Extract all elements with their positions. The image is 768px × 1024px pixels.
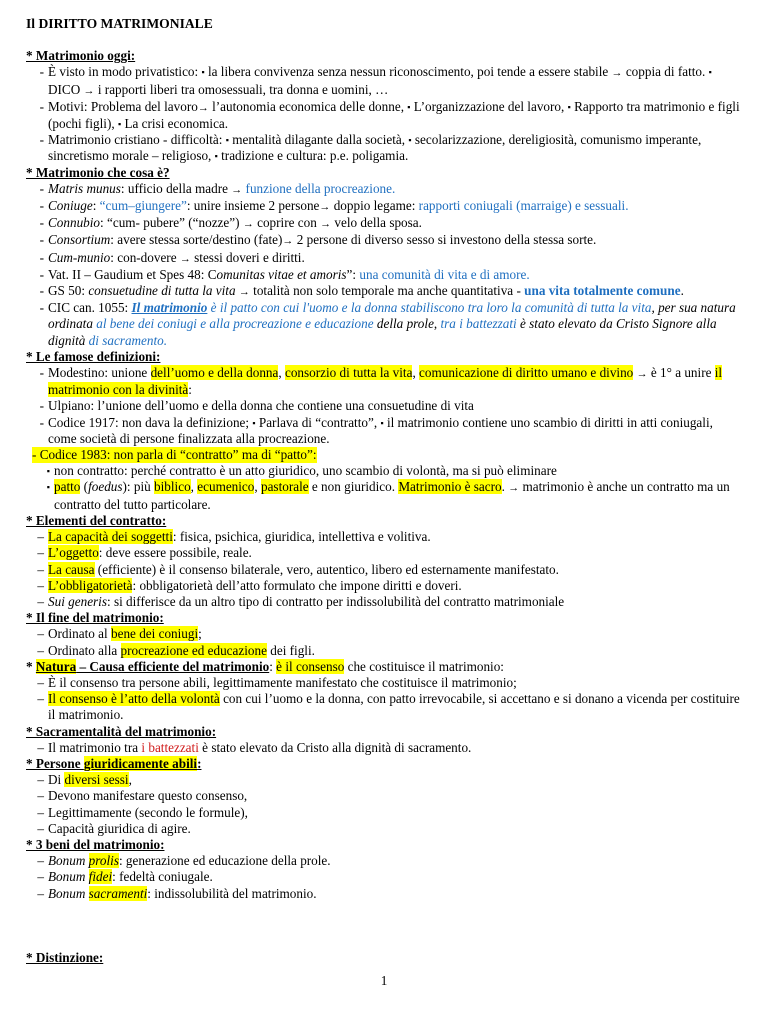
arrow-icon: → [197, 101, 209, 114]
list-item-text: L’oggetto: deve essere possibile, reale. [48, 545, 252, 561]
square-bullet-icon: ▪ [380, 417, 384, 428]
list-item [26, 869, 742, 885]
list-item-text: Ordinato alla procreazione ed educazione dei figli. [48, 642, 315, 658]
list-item-text: La capacità dei soggetti: fisica, psichica, giuridica, intellettiva e volitiva. [48, 529, 431, 545]
endash-bullet: – [37, 853, 44, 869]
list-item-text: Vat. II – Gaudium et Spes 48: Comunitas vitae et amoris”: una comunità di vita e di amore. [48, 266, 530, 282]
list-item [26, 232, 742, 249]
square-bullet-icon: ▪ [567, 101, 571, 112]
list-item-text: È il consenso tra persone abili, legittimamente manifestato che costituisce il matrimonio; [48, 674, 517, 690]
list-item-text: L’obbligatorietà: obbligatorietà dell’atto formulato che impone diritti e doveri. [48, 577, 462, 593]
list-item [26, 788, 742, 804]
list-item-text: patto (foedus): più biblico, ecumenico, pastorale e non giuridico. Matrimonio è sacro. → matrimonio è anche un contratto ma un contratto del tutto particolare. [54, 479, 730, 512]
list-item [26, 132, 742, 164]
list-item-text: Codice 1917: non dava la definizione; ▪ Parlava di “contratto”, ▪ il matrimonio contiene uno scambio di diritti in atti coniugali, come società di persone finalizzata alla procreazione. [48, 414, 713, 446]
endash-bullet: – [37, 804, 44, 820]
arrow-icon: → [611, 67, 623, 80]
square-bullet-icon: ▪ [407, 101, 411, 112]
list-item [26, 675, 742, 691]
section-heading-che-cosa-e: * Matrimonio che cosa è? [26, 164, 170, 180]
list-item-text: Bonum fidei: fedeltà coniugale. [48, 869, 213, 885]
square-bullet-icon: ▪ [408, 135, 412, 146]
list-item-text: Coniuge: “cum–giungere”: unire insieme 2 persone→ doppio legame: rapporti coniugali (marraige) e sessuali. [48, 198, 629, 214]
list-item [26, 300, 742, 349]
list-item-text: CIC can. 1055: Il matrimonio è il patto con cui l'uomo e la donna stabiliscono tra loro la comunità di tutta la vita, per sua natura ordinata al bene dei coniugi e alla procreazione e educazione della prole, tra i battezzati è stato elevato da Cristo Signore alla dignità di sacramento. [48, 300, 736, 348]
square-bullet-icon: ▪ [225, 135, 229, 146]
list-item [26, 545, 742, 561]
square-bullet-icon: ▪ [214, 151, 218, 162]
section-heading-elementi: * Elementi del contratto: [26, 512, 167, 528]
list-item-highlighted [26, 447, 742, 463]
list-item [26, 691, 742, 723]
arrow-icon: → [636, 368, 648, 381]
dash-bullet: - [39, 414, 44, 430]
list-item-text: Connubio: “cum- pubere” (“nozze”) → coprire con → velo della sposa. [48, 215, 422, 231]
endash-bullet: – [37, 529, 44, 545]
arrow-icon: → [242, 218, 254, 231]
square-bullet-icon: ▪ [117, 119, 122, 130]
list-item [26, 626, 742, 642]
arrow-icon: → [238, 286, 250, 299]
list-item-text: Motivi: Problema del lavoro→ l’autonomia economica delle donne, ▪ L’organizzazione del lavoro, ▪ Rapporto tra matrimonio e figli (pochi figli), ▪ La crisi economica. [48, 98, 740, 132]
list-item [26, 64, 742, 98]
list-item-text: non contratto: perché contratto è un atto giuridico, uno scambio di volontà, ma si può eliminare [54, 463, 557, 479]
section-heading-fine: * Il fine del matrimonio: [26, 610, 164, 626]
list-item-text: Il matrimonio tra i battezzati è stato elevato da Cristo alla dignità di sacramento. [48, 739, 472, 755]
endash-bullet: – [37, 577, 44, 593]
endash-bullet: – [37, 691, 44, 707]
dash-bullet: - [39, 198, 44, 214]
list-item-text: Il consenso è l’atto della volontà con cui l’uomo e la donna, con patto irrevocabile, si accettano e si donano a vicenda per costituire il matrimonio. [48, 691, 740, 723]
dash-bullet: - [39, 266, 44, 282]
endash-bullet: – [37, 674, 44, 690]
arrow-icon: → [508, 482, 520, 495]
list-item-text: Modestino: unione dell’uomo e della donna, consorzio di tutta la vita, comunicazione di diritto umano e divino → è 1° a unire il matrimonio con la divinità: [48, 365, 723, 398]
endash-bullet: – [37, 772, 44, 788]
square-bullet-icon: ▪ [252, 417, 256, 428]
list-item [26, 643, 742, 659]
list-item [26, 853, 742, 869]
endash-bullet: – [37, 885, 44, 901]
dash-bullet: - [39, 98, 44, 114]
dash-bullet: - [39, 232, 44, 248]
list-item-text: Capacità giuridica di agire. [48, 820, 191, 836]
section-heading-persone-abili: * Persone giuridicamente abili: [26, 755, 202, 771]
endash-bullet: – [37, 626, 44, 642]
arrow-icon: → [179, 252, 191, 265]
square-bullet-icon: ▪ [708, 67, 712, 78]
list-item-text: Consortium: avere stessa sorte/destino (fate)→ 2 persone di diverso sesso si investono della stessa sorte. [48, 232, 597, 248]
arrow-icon: → [320, 218, 332, 231]
list-item-text: Devono manifestare questo consenso, [48, 788, 248, 804]
page-number: 1 [380, 973, 388, 988]
list-item [26, 740, 742, 756]
dash-bullet: - [39, 64, 44, 80]
dash-bullet: - [39, 249, 44, 265]
dash-bullet: - [39, 398, 44, 414]
list-item [26, 267, 742, 283]
sub-list-item [26, 479, 742, 512]
section-heading-definizioni: * Le famose definizioni: [26, 348, 161, 364]
list-item-text: Cum-munio: con-dovere → stessi doveri e diritti. [48, 249, 305, 265]
sub-list-item [26, 463, 742, 479]
section-heading-sacramentalita: * Sacramentalità del matrimonio: [26, 723, 217, 739]
dash-bullet: - [39, 215, 44, 231]
list-item [26, 415, 742, 447]
endash-bullet: – [37, 593, 44, 609]
list-item [26, 772, 742, 788]
endash-bullet: – [37, 561, 44, 577]
list-item-text: Bonum sacramenti: indissolubilità del matrimonio. [48, 885, 317, 901]
list-item [26, 398, 742, 414]
endash-bullet: – [37, 869, 44, 885]
list-item [26, 250, 742, 267]
dash-bullet: - [39, 283, 44, 299]
list-item [26, 215, 742, 232]
list-item [26, 886, 742, 902]
arrow-icon: → [319, 201, 331, 214]
list-item-text: Di diversi sessi, [48, 772, 132, 788]
list-item-text: Matris munus: ufficio della madre → funzione della procreazione. [48, 180, 396, 196]
list-item [26, 283, 742, 300]
list-item [26, 99, 742, 132]
list-item [26, 594, 742, 610]
endash-bullet: – [37, 545, 44, 561]
list-item [26, 821, 742, 837]
list-item-text: Sui generis: si differisce da un altro tipo di contratto per indissolubilità del contratto matrimoniale [48, 593, 565, 609]
endash-bullet: – [37, 788, 44, 804]
list-item-text: Ulpiano: l’unione dell’uomo e della donna che contiene una consuetudine di vita [48, 398, 474, 414]
list-item [26, 181, 742, 198]
list-item-text: La causa (efficiente) è il consenso bilaterale, vero, autentico, libero ed esternamente manifestato. [48, 561, 559, 577]
dash-bullet: - [39, 300, 44, 316]
square-bullet-icon: ▪ [46, 466, 50, 477]
list-item [26, 562, 742, 578]
list-item-text: GS 50: consuetudine di tutta la vita → totalità non solo temporale ma anche quantitativa - una vita totalmente comune. [48, 283, 684, 299]
square-bullet-icon: ▪ [201, 67, 205, 78]
list-item-text: Ordinato al bene dei coniugi; [48, 626, 202, 642]
list-item-text: È visto in modo privatistico: ▪ la libera convivenza senza nessun riconoscimento, poi tende a essere stabile → coppia di fatto. ▪ DICO → i rapporti liberi tra omosessuali, tra donna e uomini, … [48, 64, 712, 97]
document-page [26, 16, 742, 966]
endash-bullet: – [37, 739, 44, 755]
section-heading-distinzione: * Distinzione: [26, 949, 104, 965]
list-item-text: Bonum prolis: generazione ed educazione della prole. [48, 853, 331, 869]
dash-bullet: - [39, 132, 44, 148]
endash-bullet: – [37, 642, 44, 658]
list-item [26, 529, 742, 545]
list-item-text: - Codice 1983: non parla di “contratto” ma di “patto”: [32, 447, 317, 463]
dash-bullet: - [39, 365, 44, 381]
dash-bullet: - [39, 180, 44, 196]
document-title: Il DIRITTO MATRIMONIALE [26, 16, 213, 31]
section-heading-matrimonio-oggi: * Matrimonio oggi: [26, 48, 136, 64]
arrow-icon: → [83, 84, 95, 97]
arrow-icon: → [282, 235, 294, 248]
list-item [26, 805, 742, 821]
list-item [26, 365, 742, 398]
list-item [26, 198, 742, 215]
section-heading-natura: * Natura – Causa efficiente del matrimonio: è il consenso che costituisce il matrimonio: [26, 658, 504, 674]
endash-bullet: – [37, 820, 44, 836]
arrow-icon: → [231, 183, 243, 196]
list-item [26, 578, 742, 594]
list-item-text: Matrimonio cristiano - difficoltà: ▪ mentalità dilagante dalla società, ▪ secolarizzazione, dereligiosità, comunismo imperante, sincretismo morale – religioso, ▪ tradizione e cultura: p.e. poligamia. [48, 132, 702, 164]
section-heading-3-beni: * 3 beni del matrimonio: [26, 836, 165, 852]
square-bullet-icon: ▪ [46, 482, 50, 493]
list-item-text: Legittimamente (secondo le formule), [48, 804, 248, 820]
